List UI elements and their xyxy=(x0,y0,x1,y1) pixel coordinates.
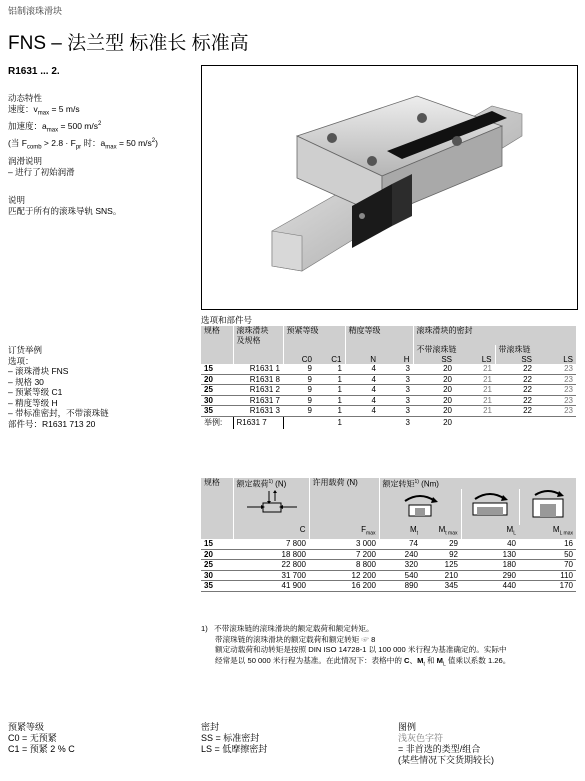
order-part-number: 部件号：R1631 713 20 xyxy=(8,418,96,429)
legend-line: C1 = 预紧 2 % C xyxy=(8,744,75,754)
col-fmax: $F_{max}$ xyxy=(309,525,379,539)
description-text: 匹配于所有的滚珠导轨 SNS。 xyxy=(8,205,122,216)
col-block-header: 滚珠滑块 及规格 xyxy=(233,326,283,345)
legend-line: = 非首选的类型/组合 xyxy=(398,744,481,754)
col-ml: $M_L$ xyxy=(461,525,519,539)
lubrication-note: – 进行了初始润滑 xyxy=(8,166,75,177)
dynamics-section xyxy=(8,93,193,153)
dynamics-acceleration: 加速度：$a_{max} = 500$ $m/s^2$ xyxy=(8,120,102,134)
description-section xyxy=(8,195,193,216)
col-mlmax: $M_{L max}$ xyxy=(519,525,576,539)
order-line: 选项： xyxy=(8,355,34,366)
order-line: – 带标准密封，不带滚珠链 xyxy=(8,408,109,418)
col-c1: C1 xyxy=(315,355,345,365)
lateral-moment-icon xyxy=(519,489,576,525)
legend-line: C0 = 无预紧 xyxy=(8,733,57,743)
col-size-header: 规格 xyxy=(201,478,233,489)
col-mtmax: $M_{t max}$ xyxy=(421,525,461,539)
table-row: 15 7 800 3 000 74 29 40 16 xyxy=(201,539,576,549)
table-row: 35 41 900 16 200 890 345 440 170 xyxy=(201,581,576,592)
longitudinal-moment-icon xyxy=(461,489,519,525)
order-line: – 精度等级 H xyxy=(8,397,58,408)
footnote-line: 经常是以 50 000 米行程为基准。在此情况下：表格中的 C、$M_t$ 和 $M_L$ 值乘以系数 1.26。 xyxy=(215,655,511,668)
col-chain-header: 带滚珠链 xyxy=(495,345,576,355)
torsion-moment-icon xyxy=(379,489,461,525)
lubrication-heading: 润滑说明 xyxy=(8,156,43,166)
legend-chart xyxy=(398,722,494,766)
dynamics-velocity: 速度：$v_{max} = 5$ m/s xyxy=(8,103,80,117)
order-line: – 滚珠滑块 FNS xyxy=(8,366,69,376)
col-dynamic-load-header: 额定载荷$^{1)}$ (N) xyxy=(233,478,309,489)
table-row: 15 R1631 1 9 1 4 3 20 21 22 23 xyxy=(201,364,576,374)
col-ss: SS xyxy=(413,355,455,365)
col-accuracy-header: 精度等级 xyxy=(345,326,413,345)
legend-line: SS = 标准密封 xyxy=(201,733,260,743)
legend-line: 浅灰色字符 xyxy=(398,733,444,743)
col-h: H xyxy=(379,355,413,365)
order-example-section xyxy=(8,345,193,429)
page-title: FNS – 法兰型 标准长 标准高 xyxy=(8,33,249,54)
order-line: – 规格 30 xyxy=(8,376,44,387)
lubrication-section xyxy=(8,156,193,177)
legend-seal xyxy=(201,722,267,755)
order-line: – 预紧等级 C1 xyxy=(8,387,63,397)
product-photo xyxy=(201,65,578,310)
col-c: C xyxy=(233,525,309,539)
col-seal-header: 滚珠滑块的密封 xyxy=(413,326,576,345)
description-heading: 说明 xyxy=(8,195,26,205)
dynamics-heading: 动态特性 xyxy=(8,93,43,103)
legend-heading: 图例 xyxy=(398,722,417,732)
table-row: 25 R1631 2 9 1 4 3 20 21 22 23 xyxy=(201,385,576,396)
legend-line: (某些情况下交货期较长) xyxy=(398,755,494,765)
col-c0: C0 xyxy=(283,355,315,365)
table-row: 25 22 800 8 800 320 125 180 70 xyxy=(201,560,576,571)
options-table-title: 选项和部件号 xyxy=(201,315,253,325)
table-row: 20 18 800 7 200 240 92 130 50 xyxy=(201,549,576,560)
col-preload-header: 预紧等级 xyxy=(283,326,345,345)
example-row: 举例: R1631 7 1 3 20 xyxy=(204,417,452,427)
col-ls-chain: LS xyxy=(535,355,576,365)
table-row: 30 R1631 7 9 1 4 3 20 21 22 23 xyxy=(201,395,576,406)
col-permissible-load-header: 许用载荷 (N) xyxy=(309,478,379,489)
legend-line: LS = 低摩擦密封 xyxy=(201,744,268,754)
part-series: R1631 ... 2. xyxy=(8,66,60,77)
footnote-line: 带滚珠链的滚珠滑块的额定载荷和额定转矩 ☞ 8 xyxy=(215,634,376,644)
col-mt: $M_t$ xyxy=(379,525,421,539)
legend-heading: 预紧等级 xyxy=(8,722,45,732)
table-row: 30 31 700 12 200 540 210 290 110 xyxy=(201,570,576,581)
col-moment-header: 额定转矩$^{1)}$ (Nm) xyxy=(379,478,576,489)
options-table xyxy=(201,326,576,429)
footnote-line: 额定动载荷和动转矩是按照 DIN ISO 14728-1 以 100 000 米行程为基准确定的。实际中 xyxy=(215,645,507,654)
col-nochain-header: 不带滚珠链 xyxy=(413,345,495,355)
ball-runner-block-image xyxy=(202,66,577,309)
dynamics-condition: (当 $F_{comb} > 2.8 \cdot F_{pr}$ 时：$a_{max} = 50$ $m/s^2$) xyxy=(8,137,158,151)
legend-preload xyxy=(8,722,75,755)
legend-heading: 密封 xyxy=(201,722,220,732)
col-n: N xyxy=(345,355,379,365)
col-size-header: 规格 xyxy=(201,326,233,345)
col-ls: LS xyxy=(455,355,495,365)
load-rating-table xyxy=(201,478,576,592)
load-direction-icon xyxy=(233,489,309,525)
footnote-line: 1) 不带滚珠链的滚珠滑块的额定载荷和额定转矩。 xyxy=(201,624,374,633)
table-row: 20 R1631 8 9 1 4 3 20 21 22 23 xyxy=(201,374,576,385)
footnote xyxy=(201,624,577,670)
col-ss-chain: SS xyxy=(495,355,535,365)
category-label: 铝制滚珠滑块 xyxy=(8,6,63,16)
order-heading: 订货举例 xyxy=(8,345,43,355)
table-row: 35 R1631 3 9 1 4 3 20 21 22 23 xyxy=(201,406,576,417)
